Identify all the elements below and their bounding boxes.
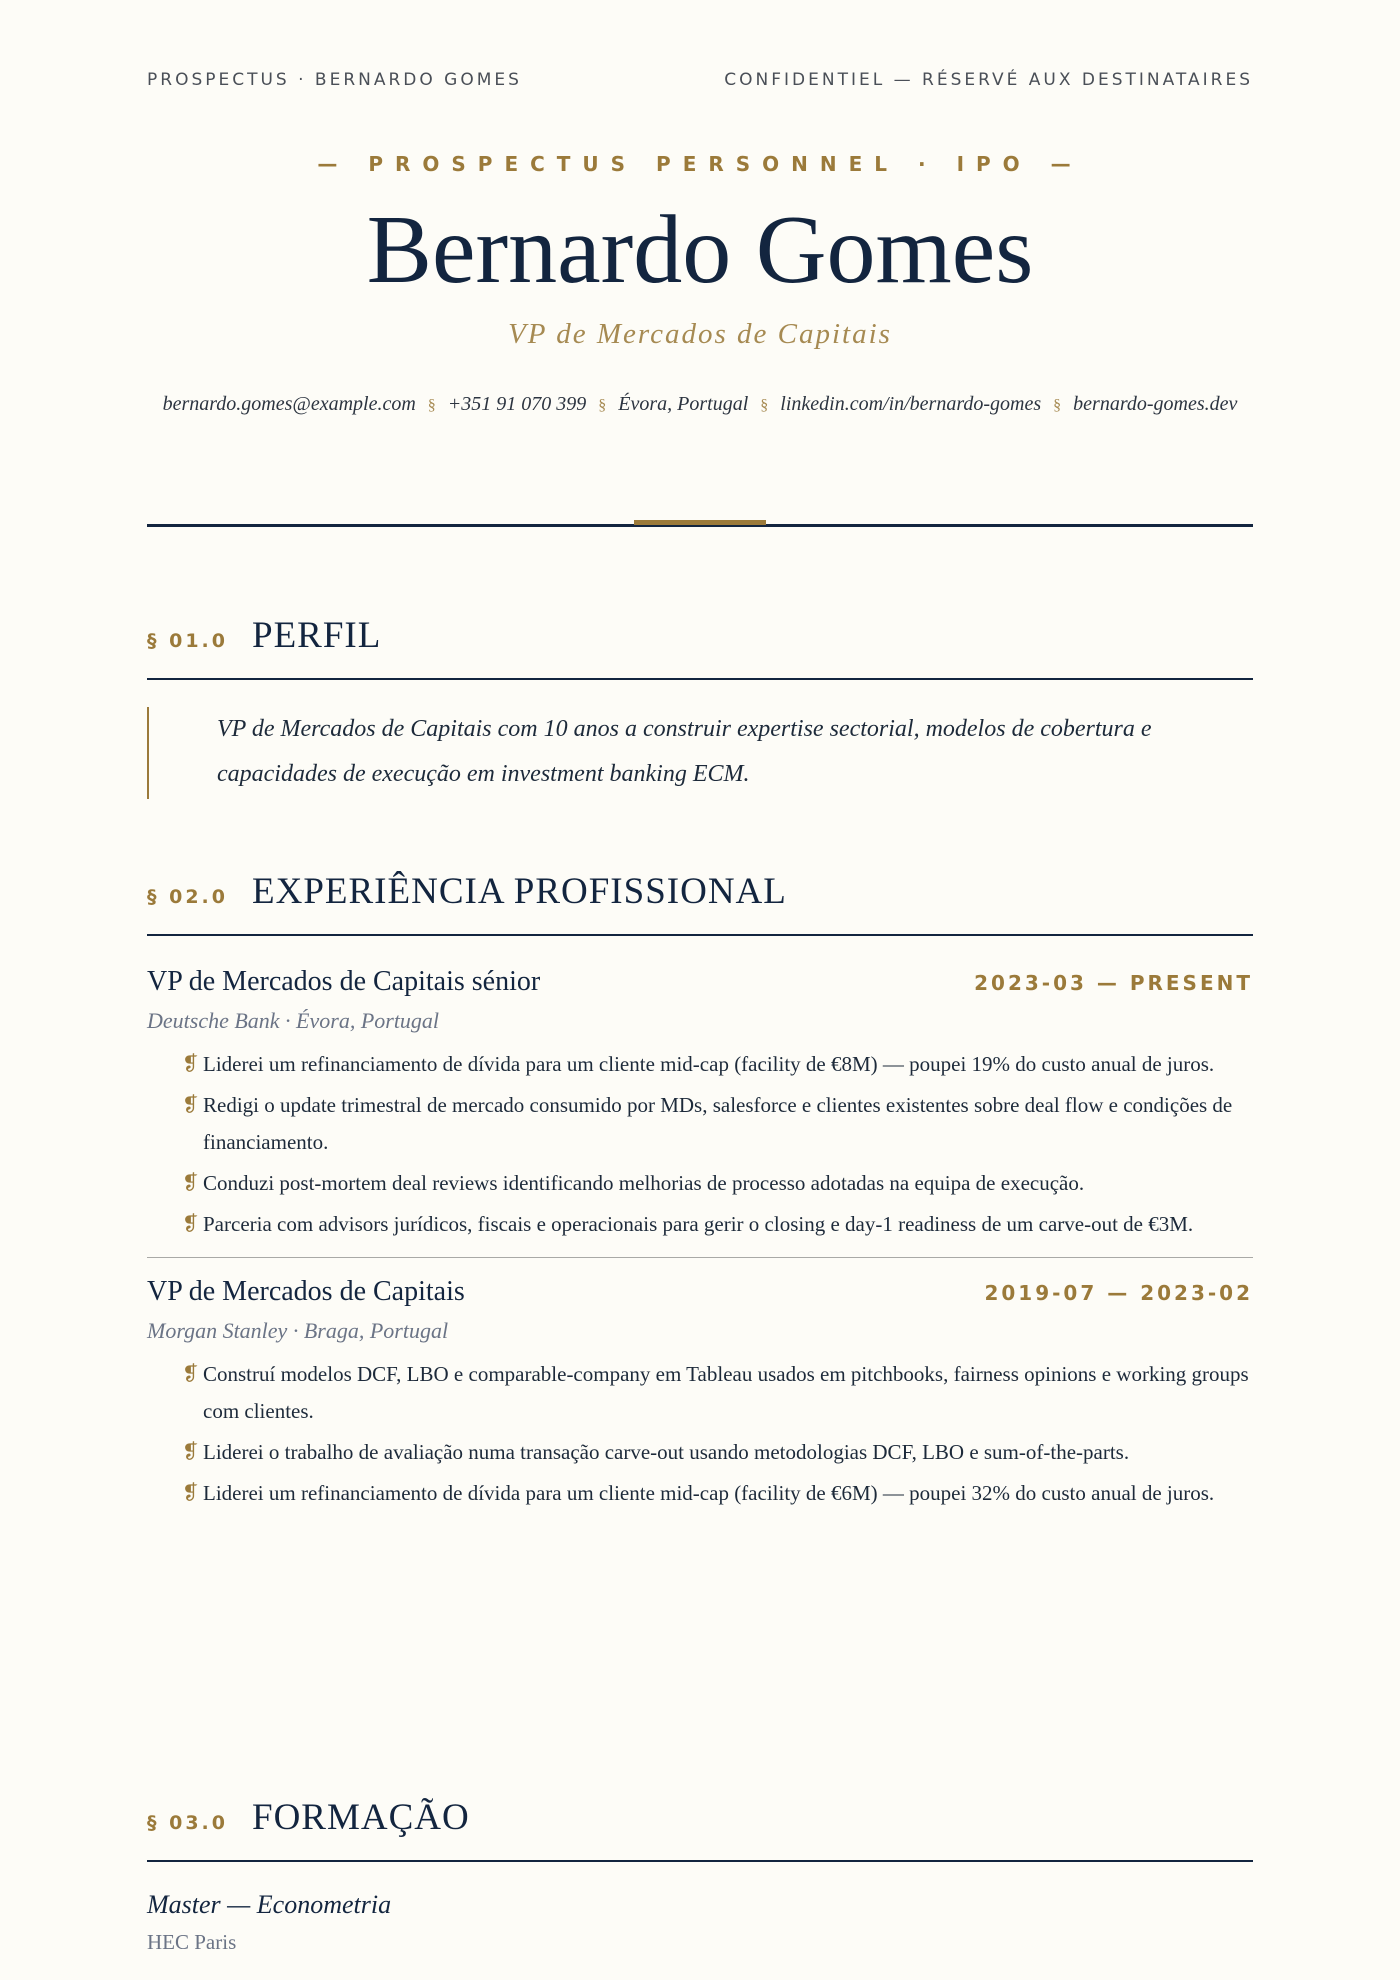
section-experience xyxy=(147,870,1253,1516)
list-item: ❡ Conduzi post-mortem deal reviews identificando melhorias de processo adotadas na equipa de execução. xyxy=(182,1165,1253,1202)
contact-line xyxy=(155,386,1245,424)
job-dates: 2019-07 — 2023-02 xyxy=(984,1281,1253,1305)
pilcrow-bullet-icon: ❡ xyxy=(182,1094,199,1116)
running-header-left: PROSPECTUS · BERNARDO GOMES xyxy=(147,70,522,90)
pilcrow-bullet-icon: ❡ xyxy=(182,1363,199,1385)
section-title: PERFIL xyxy=(252,615,382,656)
list-item: ❡ Construí modelos DCF, LBO e comparable-company em Tableau usados em pitchbooks, fairness opinions e working groups com clientes. xyxy=(182,1356,1253,1430)
header-divider-accent xyxy=(634,520,766,525)
job-title: VP de Mercados de Capitais sénior xyxy=(147,966,541,997)
pilcrow-bullet-icon: ❡ xyxy=(182,1053,199,1075)
job-bullets xyxy=(147,1046,1253,1243)
list-item: ❡ Liderei um refinanciamento de dívida para um cliente mid-cap (facility de €8M) — poupei 19% do custo anual de juros. xyxy=(182,1046,1253,1083)
education-degree: Master — Econometria xyxy=(147,1890,392,1919)
job-organization: Deutsche Bank · Évora, Portugal xyxy=(147,1008,440,1033)
list-item: ❡ Redigi o update trimestral de mercado consumido por MDs, salesforce e clientes existentes sobre deal flow e condições de financiamento. xyxy=(182,1087,1253,1161)
candidate-role: VP de Mercados de Capitais xyxy=(508,318,892,350)
list-item: ❡ Liderei um refinanciamento de dívida para um cliente mid-cap (facility de €6M) — poupei 32% do custo anual de juros. xyxy=(182,1475,1253,1512)
profile-summary: VP de Mercados de Capitais com 10 anos a construir expertise sectorial, modelos de cobertura e capacidades de execução em investment banking ECM. xyxy=(147,707,1253,799)
education-entry xyxy=(147,1890,1253,1955)
candidate-name: Bernardo Gomes xyxy=(366,196,1034,304)
contact-separator: § xyxy=(760,397,769,414)
running-header-right: CONFIDENTIEL — RÉSERVÉ AUX DESTINATAIRES xyxy=(724,70,1253,90)
contact-location: Évora, Portugal xyxy=(618,393,749,415)
contact-website[interactable]: bernardo-gomes.dev xyxy=(1073,393,1238,415)
education-school: HEC Paris xyxy=(147,1930,237,1954)
section-education xyxy=(147,1796,1253,1955)
job-title: VP de Mercados de Capitais xyxy=(147,1276,465,1307)
contact-email[interactable]: bernardo.gomes@example.com xyxy=(162,393,416,415)
section-title: EXPERIÊNCIA PROFISSIONAL xyxy=(252,871,787,912)
top-running-header xyxy=(147,70,1253,90)
section-profile xyxy=(147,614,1253,680)
section-rule xyxy=(147,934,1253,936)
contact-separator: § xyxy=(427,397,436,414)
document-kicker: — PROSPECTUS PERSONNEL · IPO — xyxy=(317,152,1083,176)
section-rule xyxy=(147,678,1253,680)
list-item: ❡ Liderei o trabalho de avaliação numa transação carve-out usando metodologias DCF, LBO e sum-of-the-parts. xyxy=(182,1434,1253,1471)
section-number: § 01.0 xyxy=(147,630,228,652)
contact-linkedin[interactable]: linkedin.com/in/bernardo-gomes xyxy=(780,393,1042,415)
job-entry xyxy=(147,1276,1253,1512)
job-entry xyxy=(147,966,1253,1243)
section-number: § 02.0 xyxy=(147,886,228,908)
pilcrow-bullet-icon: ❡ xyxy=(182,1482,199,1504)
pilcrow-bullet-icon: ❡ xyxy=(182,1172,199,1194)
contact-separator: § xyxy=(598,397,607,414)
pilcrow-bullet-icon: ❡ xyxy=(182,1441,199,1463)
section-number: § 03.0 xyxy=(147,1812,228,1834)
section-title: FORMAÇÃO xyxy=(252,1797,470,1838)
job-bullets xyxy=(147,1356,1253,1512)
job-organization: Morgan Stanley · Braga, Portugal xyxy=(147,1318,449,1343)
section-rule xyxy=(147,1860,1253,1862)
list-item: ❡ Parceria com advisors jurídicos, fiscais e operacionais para gerir o closing e day-1 readiness de um carve-out de €3M. xyxy=(182,1206,1253,1243)
pilcrow-bullet-icon: ❡ xyxy=(182,1213,199,1235)
contact-separator: § xyxy=(1053,397,1062,414)
contact-phone[interactable]: +351 91 070 399 xyxy=(447,393,587,415)
job-divider xyxy=(147,1257,1253,1258)
job-dates: 2023-03 — PRESENT xyxy=(974,971,1253,995)
